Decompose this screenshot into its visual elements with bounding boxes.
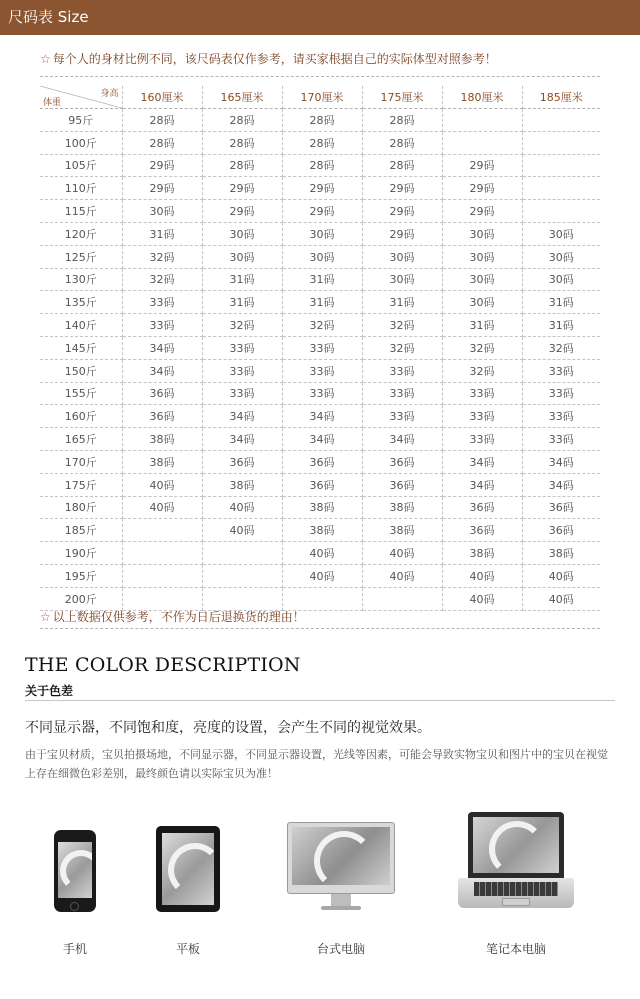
size-cell: 29码 xyxy=(282,200,362,223)
size-cell: 30码 xyxy=(202,245,282,268)
size-cell: 33码 xyxy=(442,382,522,405)
weight-cell: 165斤 xyxy=(40,428,122,451)
size-cell: 32码 xyxy=(442,359,522,382)
size-cell: 29码 xyxy=(122,177,202,200)
size-cell: 34码 xyxy=(202,405,282,428)
size-cell: 32码 xyxy=(442,336,522,359)
size-cell: 34码 xyxy=(522,473,600,496)
size-cell: 40码 xyxy=(362,542,442,565)
size-cell: 33码 xyxy=(522,359,600,382)
size-chart-banner xyxy=(0,0,640,35)
size-table-row xyxy=(40,131,600,154)
size-cell: 28码 xyxy=(202,154,282,177)
size-table-row xyxy=(40,200,600,223)
size-cell: 31码 xyxy=(202,291,282,314)
device-label-tablet: 平板 xyxy=(175,942,200,956)
size-cell: 33码 xyxy=(282,382,362,405)
color-body-text: 由于宝贝材质，宝贝拍摄场地，不同显示器，不同显示器设置，光线等因素，可能会导致实物宝贝和图片中的宝贝在视觉上存在细微色彩差别，最终颜色请以实际宝贝为准！ xyxy=(25,748,608,780)
size-cell: 38码 xyxy=(522,542,600,565)
size-cell: 33码 xyxy=(522,382,600,405)
size-cell xyxy=(122,542,202,565)
weight-cell: 145斤 xyxy=(40,336,122,359)
size-table-row xyxy=(40,405,600,428)
size-cell: 28码 xyxy=(362,154,442,177)
height-header: 160厘米 xyxy=(122,86,202,109)
size-table-row xyxy=(40,336,600,359)
weight-cell: 175斤 xyxy=(40,473,122,496)
size-cell: 36码 xyxy=(522,519,600,542)
size-cell: 33码 xyxy=(282,336,362,359)
size-cell: 40码 xyxy=(122,473,202,496)
size-cell: 36码 xyxy=(442,496,522,519)
size-cell: 36码 xyxy=(282,473,362,496)
size-cell: 29码 xyxy=(122,154,202,177)
weight-cell: 110斤 xyxy=(40,177,122,200)
size-table-row xyxy=(40,519,600,542)
table-corner-cell xyxy=(40,86,122,109)
size-cell: 32码 xyxy=(362,314,442,337)
size-cell xyxy=(282,587,362,610)
weight-cell: 180斤 xyxy=(40,496,122,519)
size-cell: 30码 xyxy=(282,245,362,268)
size-cell: 34码 xyxy=(282,428,362,451)
size-cell: 28码 xyxy=(282,131,362,154)
size-cell: 38码 xyxy=(362,519,442,542)
size-table-row xyxy=(40,496,600,519)
weight-cell: 160斤 xyxy=(40,405,122,428)
size-cell: 36码 xyxy=(362,450,442,473)
height-header: 180厘米 xyxy=(442,86,522,109)
size-cell: 29码 xyxy=(362,177,442,200)
weight-cell: 105斤 xyxy=(40,154,122,177)
size-cell: 30码 xyxy=(442,222,522,245)
size-cell: 29码 xyxy=(362,200,442,223)
size-cell: 28码 xyxy=(282,109,362,132)
size-cell xyxy=(442,131,522,154)
color-section-title: THE COLOR DESCRIPTION xyxy=(25,654,301,676)
top-note-text: 每个人的身材比例不同，该尺码表仅作参考，请买家根据自己的实际体型对照参考！ xyxy=(52,52,497,66)
weight-cell: 150斤 xyxy=(40,359,122,382)
size-cell: 36码 xyxy=(362,473,442,496)
size-table-row xyxy=(40,314,600,337)
height-header: 175厘米 xyxy=(362,86,442,109)
size-cell: 40码 xyxy=(122,496,202,519)
size-cell: 34码 xyxy=(122,359,202,382)
size-cell: 33码 xyxy=(442,405,522,428)
size-cell: 36码 xyxy=(282,450,362,473)
color-section-divider xyxy=(25,700,615,701)
bottom-divider xyxy=(40,628,600,629)
size-table-row xyxy=(40,542,600,565)
size-cell: 34码 xyxy=(122,336,202,359)
weight-cell: 100斤 xyxy=(40,131,122,154)
size-cell: 38码 xyxy=(202,473,282,496)
size-table-row xyxy=(40,382,600,405)
device-label-desktop: 台式电脑 xyxy=(316,942,365,956)
size-cell xyxy=(522,200,600,223)
size-cell: 34码 xyxy=(202,428,282,451)
size-cell xyxy=(442,109,522,132)
size-cell: 28码 xyxy=(362,131,442,154)
size-cell: 33码 xyxy=(362,359,442,382)
weight-cell: 185斤 xyxy=(40,519,122,542)
tablet-icon xyxy=(156,826,220,912)
size-cell xyxy=(122,564,202,587)
size-cell: 28码 xyxy=(202,109,282,132)
size-cell: 29码 xyxy=(202,200,282,223)
height-header: 185厘米 xyxy=(522,86,600,109)
size-cell: 30码 xyxy=(122,200,202,223)
size-cell xyxy=(122,519,202,542)
size-cell: 40码 xyxy=(282,564,362,587)
size-cell: 31码 xyxy=(522,291,600,314)
size-cell: 36码 xyxy=(442,519,522,542)
weight-cell: 170斤 xyxy=(40,450,122,473)
size-cell xyxy=(522,109,600,132)
top-note xyxy=(40,50,600,67)
size-cell: 36码 xyxy=(522,496,600,519)
size-cell: 38码 xyxy=(122,428,202,451)
weight-cell: 190斤 xyxy=(40,542,122,565)
height-header: 165厘米 xyxy=(202,86,282,109)
size-cell: 31码 xyxy=(282,291,362,314)
size-cell: 33码 xyxy=(442,428,522,451)
size-cell: 40码 xyxy=(522,564,600,587)
size-cell xyxy=(522,154,600,177)
size-cell: 29码 xyxy=(442,177,522,200)
size-cell: 33码 xyxy=(202,336,282,359)
size-table-row xyxy=(40,222,600,245)
size-table-header-row xyxy=(40,86,600,109)
weight-cell: 140斤 xyxy=(40,314,122,337)
size-cell: 31码 xyxy=(282,268,362,291)
banner-title: 尺码表 Size xyxy=(8,8,89,26)
size-cell: 28码 xyxy=(362,109,442,132)
device-label-laptop: 笔记本电脑 xyxy=(485,942,546,956)
color-lead-text: 不同显示器，不同饱和度，亮度的设置，会产生不同的视觉效果。 xyxy=(25,720,431,736)
size-cell: 34码 xyxy=(362,428,442,451)
device-label-phone: 手机 xyxy=(62,942,87,956)
size-cell: 32码 xyxy=(202,314,282,337)
corner-height-label: 身高 xyxy=(100,89,119,99)
size-cell: 29码 xyxy=(442,200,522,223)
weight-cell: 115斤 xyxy=(40,200,122,223)
laptop-icon xyxy=(458,812,574,914)
size-table-row xyxy=(40,177,600,200)
color-section-subtitle: 关于色差 xyxy=(25,684,74,698)
weight-cell: 120斤 xyxy=(40,222,122,245)
size-cell: 30码 xyxy=(522,222,600,245)
size-table-row xyxy=(40,450,600,473)
size-cell: 31码 xyxy=(522,314,600,337)
size-cell: 32码 xyxy=(122,245,202,268)
size-cell: 33码 xyxy=(362,405,442,428)
bottom-note-text: 以上数据仅供参考，不作为日后退换货的理由！ xyxy=(52,610,305,624)
size-cell: 33码 xyxy=(522,428,600,451)
size-cell: 38码 xyxy=(362,496,442,519)
size-cell: 28码 xyxy=(202,131,282,154)
bottom-note xyxy=(40,608,600,625)
size-cell: 33码 xyxy=(122,314,202,337)
size-cell: 36码 xyxy=(122,382,202,405)
weight-cell: 135斤 xyxy=(40,291,122,314)
size-table-row xyxy=(40,268,600,291)
size-cell: 32码 xyxy=(282,314,362,337)
size-table-row xyxy=(40,154,600,177)
size-cell: 38码 xyxy=(282,496,362,519)
size-cell xyxy=(122,587,202,610)
size-cell: 40码 xyxy=(282,542,362,565)
size-cell: 31码 xyxy=(122,222,202,245)
size-cell: 32码 xyxy=(362,336,442,359)
phone-icon xyxy=(54,830,96,912)
star-icon: ☆ xyxy=(40,610,51,624)
size-cell: 33码 xyxy=(522,405,600,428)
size-cell: 38码 xyxy=(442,542,522,565)
size-cell: 33码 xyxy=(202,359,282,382)
size-cell: 38码 xyxy=(122,450,202,473)
size-cell: 33码 xyxy=(122,291,202,314)
height-header: 170厘米 xyxy=(282,86,362,109)
size-cell: 34码 xyxy=(442,473,522,496)
size-cell: 38码 xyxy=(282,519,362,542)
size-cell: 31码 xyxy=(442,314,522,337)
star-icon: ☆ xyxy=(40,52,51,66)
size-cell: 31码 xyxy=(202,268,282,291)
size-cell: 32码 xyxy=(522,336,600,359)
size-cell: 28码 xyxy=(122,131,202,154)
size-cell: 30码 xyxy=(442,291,522,314)
weight-cell: 200斤 xyxy=(40,587,122,610)
size-table-row xyxy=(40,245,600,268)
size-cell: 40码 xyxy=(522,587,600,610)
size-table-row xyxy=(40,587,600,610)
size-cell: 29码 xyxy=(282,177,362,200)
size-cell: 40码 xyxy=(362,564,442,587)
weight-cell: 125斤 xyxy=(40,245,122,268)
size-table xyxy=(40,86,600,611)
size-table-row xyxy=(40,291,600,314)
size-cell xyxy=(202,564,282,587)
size-table-row xyxy=(40,473,600,496)
size-cell: 28码 xyxy=(282,154,362,177)
size-cell xyxy=(202,542,282,565)
size-cell xyxy=(362,587,442,610)
size-cell: 34码 xyxy=(442,450,522,473)
weight-cell: 130斤 xyxy=(40,268,122,291)
size-cell: 36码 xyxy=(202,450,282,473)
top-divider xyxy=(40,76,600,77)
desktop-icon xyxy=(287,822,395,912)
size-cell: 30码 xyxy=(442,245,522,268)
size-cell: 40码 xyxy=(202,496,282,519)
size-cell: 30码 xyxy=(522,268,600,291)
size-cell: 30码 xyxy=(282,222,362,245)
size-table-row xyxy=(40,109,600,132)
size-cell: 32码 xyxy=(122,268,202,291)
size-cell: 36码 xyxy=(122,405,202,428)
size-cell: 33码 xyxy=(362,382,442,405)
size-cell: 30码 xyxy=(442,268,522,291)
size-cell: 30码 xyxy=(362,268,442,291)
size-cell: 29码 xyxy=(442,154,522,177)
size-cell: 33码 xyxy=(202,382,282,405)
size-cell: 29码 xyxy=(362,222,442,245)
size-cell: 40码 xyxy=(442,564,522,587)
size-cell: 30码 xyxy=(202,222,282,245)
size-table-row xyxy=(40,564,600,587)
size-cell xyxy=(522,177,600,200)
size-cell: 30码 xyxy=(362,245,442,268)
size-table-row xyxy=(40,428,600,451)
size-cell xyxy=(202,587,282,610)
size-table-row xyxy=(40,359,600,382)
size-cell: 34码 xyxy=(522,450,600,473)
size-cell: 31码 xyxy=(362,291,442,314)
size-cell: 29码 xyxy=(202,177,282,200)
size-cell: 40码 xyxy=(202,519,282,542)
weight-cell: 195斤 xyxy=(40,564,122,587)
size-cell: 40码 xyxy=(442,587,522,610)
corner-weight-label: 体重 xyxy=(43,98,62,108)
size-cell: 33码 xyxy=(282,359,362,382)
size-cell xyxy=(522,131,600,154)
size-cell: 30码 xyxy=(522,245,600,268)
weight-cell: 155斤 xyxy=(40,382,122,405)
size-cell: 34码 xyxy=(282,405,362,428)
weight-cell: 95斤 xyxy=(40,109,122,132)
size-cell: 28码 xyxy=(122,109,202,132)
